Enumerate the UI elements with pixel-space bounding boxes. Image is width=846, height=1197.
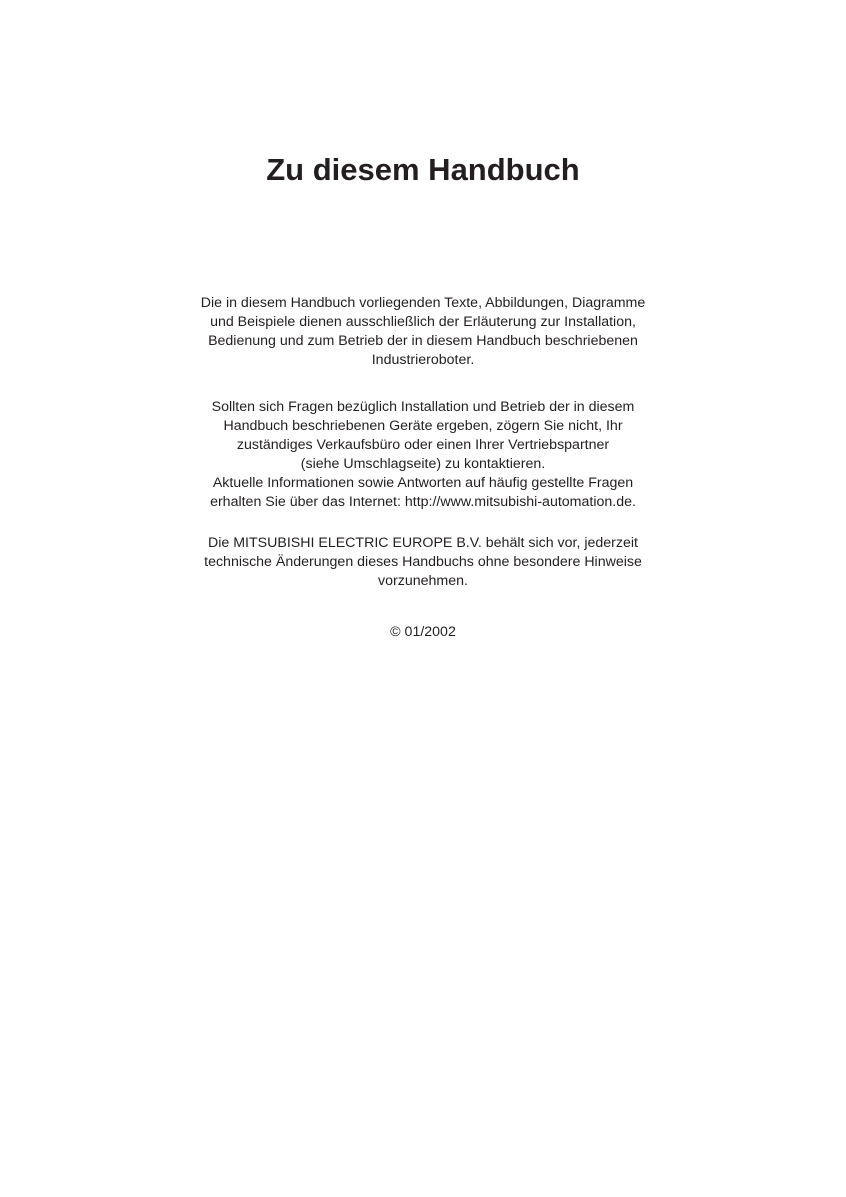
contact-line: (siehe Umschlagseite) zu kontaktieren. xyxy=(300,456,546,472)
disclaimer-line: Die in diesem Handbuch vorliegenden Texte, Abbildungen, Diagramme xyxy=(200,295,646,311)
contact-line: zuständiges Verkaufsbüro oder einen Ihrer Vertriebspartner xyxy=(236,437,610,453)
changes-notice-paragraph xyxy=(150,534,696,591)
page-title: Zu diesem Handbuch xyxy=(266,152,580,187)
contact-paragraph xyxy=(150,398,696,512)
changes-notice-line: vorzunehmen. xyxy=(378,573,468,589)
disclaimer-line: und Beispiele dienen ausschließlich der Erläuterung zur Installation, xyxy=(210,314,636,330)
changes-notice-line: Die MITSUBISHI ELECTRIC EUROPE B.V. behält sich vor, jederzeit xyxy=(208,535,638,551)
disclaimer-line: Bedienung und zum Betrieb der in diesem Handbuch beschriebenen xyxy=(208,333,638,349)
copyright-text: © 01/2002 xyxy=(390,624,456,640)
disclaimer-paragraph xyxy=(150,294,696,370)
disclaimer-line: Industrieroboter. xyxy=(371,352,475,368)
contact-line: erhalten Sie über das Internet: http://www.mitsubishi-automation.de. xyxy=(210,494,636,510)
contact-line: Aktuelle Informationen sowie Antworten auf häufig gestellte Fragen xyxy=(212,475,634,491)
contact-line: Sollten sich Fragen bezüglich Installation und Betrieb der in diesem xyxy=(211,399,635,415)
changes-notice-line: technische Änderungen dieses Handbuchs ohne besondere Hinweise xyxy=(204,554,642,570)
contact-line: Handbuch beschriebenen Geräte ergeben, zögern Sie nicht, Ihr xyxy=(223,418,623,434)
copyright-notice xyxy=(150,623,696,642)
